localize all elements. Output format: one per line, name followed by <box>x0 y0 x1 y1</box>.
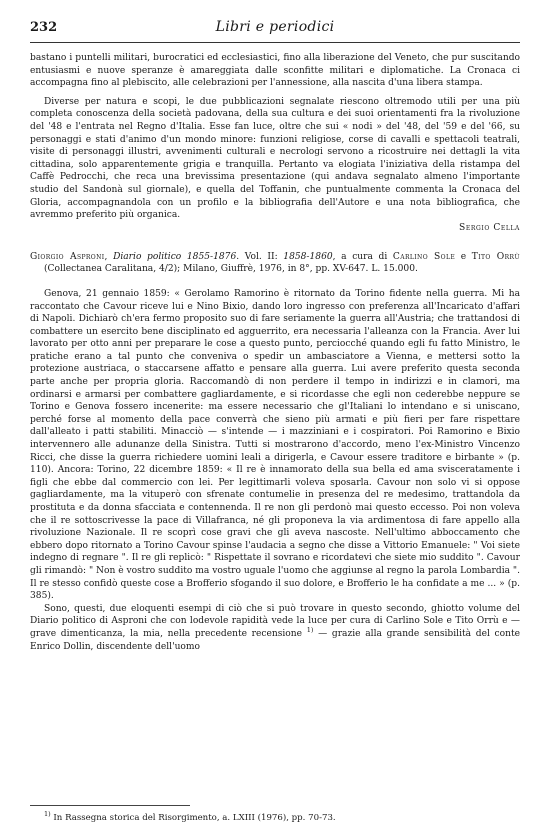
review2-editors-join: e <box>460 251 467 262</box>
review2-editor-1: Carlino Sole <box>392 251 456 262</box>
review2-volume-title: 1858-1860 <box>283 251 333 262</box>
review2-author: Giorgio Asproni <box>30 251 105 262</box>
footnote-reference: 1) <box>306 625 314 634</box>
review2-paragraph-2-continuation: — grazie alla grande sensibilità del conte Enrico Dollin, discendente dell'uomo <box>30 628 521 652</box>
page <box>30 18 520 653</box>
running-header <box>30 18 520 40</box>
footnote-text: In Rassegna storica del Risorgimento, a. LXIII (1976), pp. 70-73. <box>53 813 336 823</box>
running-title: Libri e periodici <box>215 19 335 35</box>
review2-paragraph-2-text: Sono, questi, due eloquenti esempi di ciò che si può trovare in questo secondo, ghiotto volume del Diario politico di Asproni che con lodevole rapidità vede la luce per cura di Carlino Sole e Tito Orrù e — grave dimenticanza, la mia, nella precedente recensione <box>30 603 520 639</box>
review2-editor-2: Tito Orrù <box>471 251 520 262</box>
review2-bibliographic-entry: Giorgio Asproni, Diario politico 1855-1876. Vol. II: 1858-1860, a cura di Carlino Sole e Tito Orrù (Collectanea Caralitana, 4/2); Milano, Giuffrè, 1976, in 8°, pp. XV-647. L. 15.000. <box>30 251 520 275</box>
review2-paragraph-2 <box>30 603 520 653</box>
review2-title: Diario politico 1855-1876 <box>113 251 237 262</box>
review2-publication: (Collectanea Caralitana, 4/2); Milano, Giuffrè, 1976, in 8°, pp. XV-647. L. 15.000. <box>44 264 418 275</box>
review1-signature: Sergio Cella <box>459 222 520 233</box>
page-number: 232 <box>30 20 58 35</box>
review2-paragraph-1: Genova, 21 gennaio 1859: « Gerolamo Ramorino è ritornato da Torino fidente nella guerra. Mi ha raccontato che Cavour riceve lui e Nino Bixio, dando loro ingresso con preferenza all'Incaricato d'affari di Napoli. Dichiarò ch'era fermo proposito suo di fare seriamente la guerra all'Austria; che trattandosi di combattere un esercito bene disciplinato ed agguerrito, era necessaria l'alleanza con la Francia. Aver lui lavorato per otto anni per preparare le cose a questo punto, perciocché quando egli fu fatto Ministro, le pratiche erano a tal punto che conveniva o spedir un ambasciatore a Vienna, e mettersi sotto la protezione austriaca, o staccarsene affatto e pensare alla guerra. Lui avere preferito questa seconda parte anche per propria gloria. Raccomandò di non perdere il tempo in indirizzi e in clamori, ma ordinarsi e armarsi per combattere gagliardamente, e si ricordasse che egli non cederebbe neppure se Torino e Genova fossero incenerite: ma essere necessario che gl'Italiani lo intendano e si uniscano, perché forse al momento della pace converrà che sieno più armati e più fieri per fare rispettare dall'alleato i patti stabiliti. Minacciò — s'intende — i mazziniani e i cospiratori. Poi Ramorino e Bixio intervennero alle adunanze della Sinistra. Tutti si mostrarono d'accordo, meno l'ex-Ministro Vincenzo Ricci, che disse la guerra richiedere uomini leali a dirigerla, e Cavour essere traditore e birbante » (p. 110). Ancora: Torino, 22 dicembre 1859: « Il re è innamorato della sua bella ed ama svisceratamente i figli che ebbe dal commercio con lei. Per legittimarli voleva sposarla. Cavour non solo vi si oppose gagliardamente, ma la vituperò con sfrenate contumelie in presenza del re medesimo, trattandola da prostituta e da donna sfacciata e contennenda. Il re non gli perdonò mai questo eccesso. Poi non voleva che il re sottoscrivesse la pace di Villafranca, né gli proponeva la via ardimentosa di fare appello alla rivoluzione Nazionale. Il re scoprì cose gravi che gli aveva nascoste. Nell'ultimo abboccamento che ebbero dopo ritornato a Torino Cavour spinse l'audacia a segno che disse a Vittorio Emanuele: " Voi siete indegno di regnare ". Il re gli replicò: " Rispettate il sovrano e ricordatevi che siete mio suddito ". Cavour gli rimandò: " Non è vostro suddito ma vostro uguale l'uomo che aggiunse al regno la parola Lombardia ". Il re stesso confidò queste cose a Brofferio sfogando il suo dolore, e Brofferio le ha confidate a me ... » (p. 385). <box>30 288 520 602</box>
review2-editors-prefix: , a cura di <box>332 251 388 262</box>
footnote-marker: 1) <box>44 810 51 819</box>
review1-paragraph-1: bastano i puntelli militari, burocratici ed ecclesiastici, fino alla liberazione del Veneto, che pur suscitando entusiasmi e nuove speranze è amareggiata dalle sconfitte militari e diplomatiche. La Cronaca ci accompagna fino al plebiscito, alle celebrazioni per l'annessione, alla nascita d'una libera stampa. <box>30 53 520 89</box>
footnote-rule <box>30 805 190 806</box>
footnote <box>44 810 336 824</box>
review1-paragraph-2: Diverse per natura e scopi, le due pubblicazioni segnalate riescono oltremodo utili per una più completa conoscenza della società padovana, della sua cultura e dei suoi orientamenti fra la rivoluzione del '48 e l'entrata nel Regno d'Italia. Esse fan luce, oltre che sui « nodi » del '48, del '59 e del '66, su personaggi e stati d'animo d'un mondo minore: funzioni religiose, corse di cavalli e spettacoli teatrali, visite di personaggi illustri, avvenimenti culturali e necrologi servono a ricostruire nei dettagli la vita cittadina, solo apparentemente grigia e tranquilla. Pertanto va elogiata l'iniziativa della ristampa del Caffè Pedrocchi, che reca una brevissima presentazione (qui andava segnalato almeno l'importante studio del Sandonà sul giornale), e quella del Toffanin, che puntualmente commenta la Cronaca del Gloria, accompagnandola con un profilo e la bibliografia dell'Autore e una nota bibliografica, che avremmo preferito più organica. <box>30 96 520 221</box>
review2-volume: Vol. II: <box>244 251 278 262</box>
